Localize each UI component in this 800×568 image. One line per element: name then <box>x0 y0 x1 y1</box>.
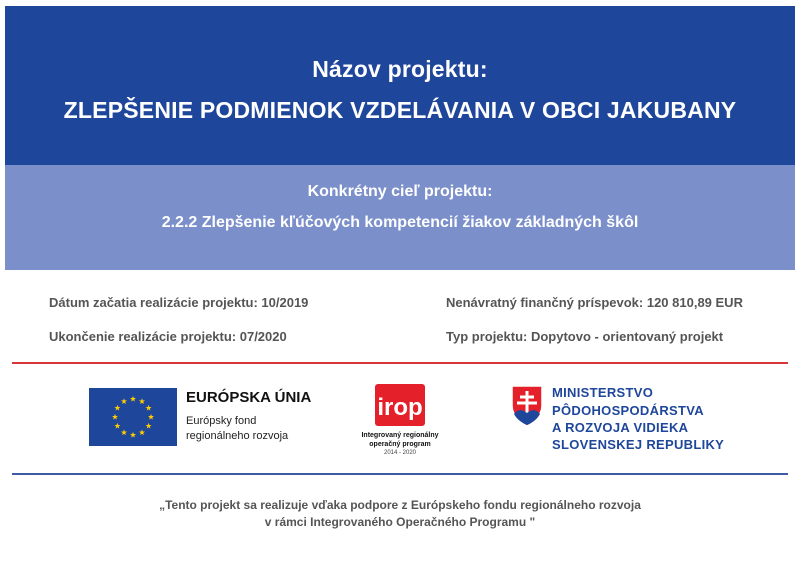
eu-fund-line1: Európsky fond <box>186 415 257 427</box>
ministry-line1: MINISTERSTVO <box>552 385 654 400</box>
eu-star-icon <box>130 432 136 438</box>
ministry-line4: SLOVENSKEJ REPUBLIKY <box>552 437 725 452</box>
irop-caption-line2: operačný program <box>369 441 431 448</box>
end-date-text: Ukončenie realizácie projektu: 07/2020 <box>49 329 287 344</box>
irop-logo-icon <box>375 384 425 426</box>
eu-star-icon <box>114 423 120 429</box>
project-goal-label: Konkrétny cieľ projektu: <box>307 183 493 200</box>
eu-star-icon <box>130 396 136 402</box>
eu-star-icon <box>121 398 127 404</box>
irop-caption-years: 2014 - 2020 <box>383 450 417 456</box>
eu-star-icon <box>112 414 118 420</box>
project-name-banner <box>5 6 795 165</box>
ministry-line2: PÔDOHOSPODÁRSTVA <box>552 403 704 418</box>
ministry-line3: A ROZVOJA VIDIEKA <box>552 420 689 435</box>
slovak-coat-of-arms-icon <box>510 384 544 428</box>
eu-flag-icon <box>89 388 177 446</box>
start-date-text: Dátum začatia realizácie projektu: 10/2019 <box>49 295 309 310</box>
eu-star-icon <box>148 414 154 420</box>
footer-quote-line1: „Tento projekt sa realizuje vďaka podpore z Európskeho fondu regionálneho rozvoja <box>159 498 641 512</box>
eu-star-icon <box>114 405 120 411</box>
grant-amount-text: Nenávratný finančný príspevok: 120 810,89 EUR <box>446 295 743 310</box>
blue-divider <box>12 473 788 475</box>
red-divider <box>12 362 788 364</box>
eu-title: EURÓPSKA ÚNIA <box>186 389 312 406</box>
irop-mark: irop <box>377 394 423 421</box>
project-type-text: Typ projektu: Dopytovo - orientovaný projekt <box>446 329 724 344</box>
eu-star-icon <box>139 429 145 435</box>
eu-star-icon <box>146 405 152 411</box>
project-name-label: Názov projektu: <box>312 56 488 82</box>
eu-fund-line2: regionálneho rozvoja <box>186 430 289 442</box>
project-goal-banner <box>5 165 795 270</box>
eu-stars <box>89 388 177 446</box>
eu-star-icon <box>121 429 127 435</box>
eu-star-icon <box>146 423 152 429</box>
project-goal-value: 2.2.2 Zlepšenie kľúčových kompetencií žiakov základných škôl <box>161 214 639 231</box>
footer-quote-line2: v rámci Integrovaného Operačného Programu " <box>264 515 536 529</box>
eu-star-icon <box>139 398 145 404</box>
irop-caption-line1: Integrovaný regionálny <box>361 432 439 439</box>
project-name-title: ZLEPŠENIE PODMIENOK VZDELÁVANIA V OBCI JAKUBANY <box>63 97 737 123</box>
